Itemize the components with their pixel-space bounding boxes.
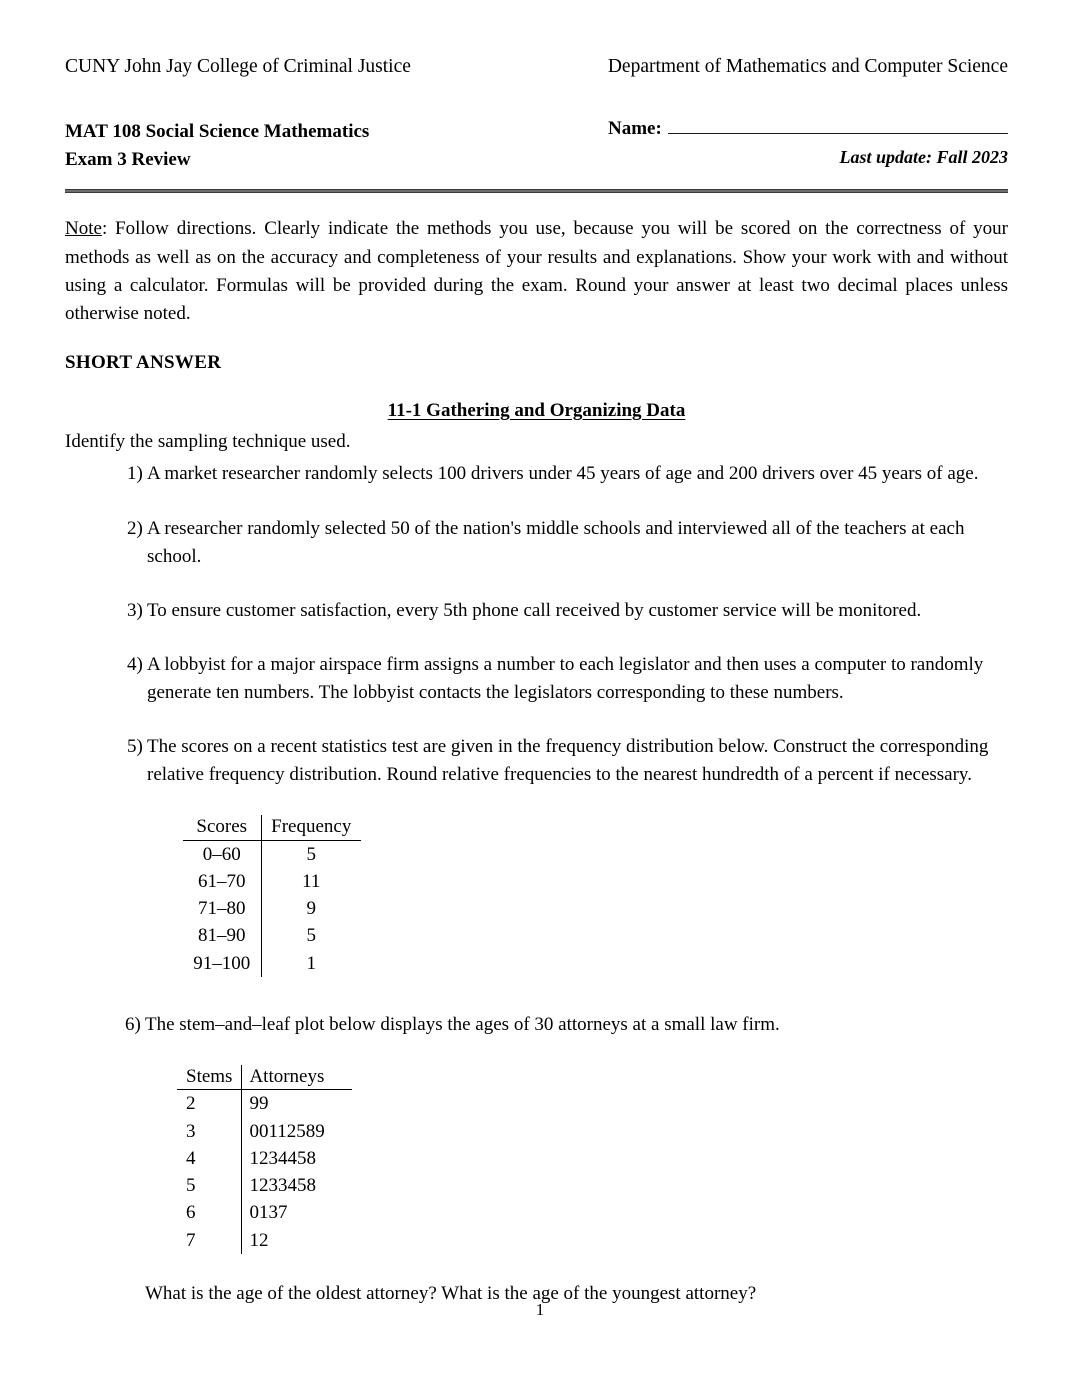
- table-row: [177, 1172, 352, 1199]
- cell-stem: 4: [186, 1147, 196, 1169]
- question-item-2: [65, 515, 1008, 571]
- frequency-table-wrapper: [65, 815, 1008, 977]
- cell-score-range: 61–70: [198, 870, 246, 892]
- document-header: [65, 55, 1008, 78]
- question-item-6: [65, 1011, 1008, 1039]
- question-text: To ensure customer satisfaction, every 5th phone call received by customer service will be monitored.: [147, 599, 922, 621]
- cell-leaves: 1233458: [242, 1172, 352, 1199]
- institution-name: CUNY John Jay College of Criminal Justice: [65, 56, 411, 77]
- frequency-distribution-table: [183, 815, 361, 977]
- cell-stem: 7: [186, 1229, 196, 1251]
- table-row: [183, 840, 361, 868]
- cell-frequency: 9: [261, 895, 361, 922]
- section-heading-text: 11-1 Gathering and Organizing Data: [387, 399, 686, 421]
- short-answer-heading: SHORT ANSWER: [65, 351, 222, 373]
- cell-frequency: 1: [261, 950, 361, 977]
- cell-stem: 3: [186, 1120, 196, 1142]
- section-directive: Identify the sampling technique used.: [65, 430, 351, 452]
- question-text: The scores on a recent statistics test are given in the frequency distribution below. Construct the corresponding relative frequency distribution. Round relative frequencies to the nearest hundredth of a percent if necessary.: [147, 736, 989, 786]
- stem-and-leaf-table: [177, 1065, 352, 1254]
- course-info-block: [65, 118, 1008, 173]
- column-header-attorneys: Attorneys: [242, 1065, 352, 1090]
- cell-stem: 6: [186, 1202, 196, 1224]
- question-number: 4): [127, 653, 143, 675]
- cell-score-range: 0–60: [202, 843, 241, 865]
- closing-question-text: What is the age of the oldest attorney? What is the age of the youngest attorney?: [145, 1282, 757, 1304]
- last-update-text: Last update: Fall 2023: [839, 147, 1008, 168]
- question-number: 3): [127, 599, 143, 621]
- cell-score-range: 81–90: [198, 925, 246, 947]
- document-title: Exam 3 Review: [65, 148, 191, 170]
- name-field-row: [608, 118, 1008, 140]
- cell-leaves: 1234458: [242, 1145, 352, 1172]
- table-row: [183, 868, 361, 895]
- question-list: [65, 460, 1008, 789]
- table-row: [183, 922, 361, 949]
- name-label: Name:: [608, 118, 662, 140]
- question-text: A market researcher randomly selects 100 drivers under 45 years of age and 200 drivers over 45 years of age.: [147, 463, 979, 485]
- cell-frequency: 5: [261, 840, 361, 868]
- question-text: A lobbyist for a major airspace firm assigns a number to each legislator and then uses a computer to randomly generate ten numbers. The lobbyist contacts the legislators corresponding to these numbers.: [147, 653, 984, 704]
- cell-stem: 2: [186, 1093, 196, 1115]
- question-text: The stem–and–leaf plot below displays the ages of 30 attorneys at a small law firm.: [145, 1013, 780, 1035]
- table-row: [177, 1090, 352, 1118]
- note-label: Note: [65, 218, 102, 240]
- question-number: 6): [125, 1013, 141, 1035]
- question-item-4: [65, 651, 1008, 707]
- cell-leaves: 99: [242, 1090, 352, 1118]
- cell-score-range: 71–80: [198, 898, 246, 920]
- section-heading: [65, 400, 1008, 422]
- table-row: [177, 1227, 352, 1254]
- note-paragraph: [65, 215, 1008, 327]
- table-row: [183, 895, 361, 922]
- table-row: [177, 1199, 352, 1226]
- cell-frequency: 11: [261, 868, 361, 895]
- question-number: 2): [127, 517, 143, 539]
- cell-stem: 5: [186, 1175, 196, 1197]
- question-number: 1): [127, 463, 143, 485]
- cell-frequency: 5: [261, 922, 361, 949]
- course-title: MAT 108 Social Science Mathematics: [65, 121, 370, 143]
- column-header-scores: Scores: [183, 815, 261, 840]
- page-number: 1: [535, 1300, 545, 1319]
- cell-leaves: 00112589: [242, 1118, 352, 1145]
- table-row: [177, 1145, 352, 1172]
- table-header-row: [183, 815, 361, 840]
- stem-leaf-table-wrapper: [65, 1065, 1008, 1254]
- course-titles: [65, 118, 369, 173]
- note-text: : Follow directions. Clearly indicate the methods you use, because you will be scored on the correctness of your methods as well as on the accuracy and completeness of your results and explanations. Show your work with and without using a calculator. Formulas will be provided during the exam. Round your answer at least two decimal places unless otherwise noted.: [65, 218, 1008, 324]
- question-number: 5): [127, 736, 143, 758]
- cell-leaves: 12: [242, 1227, 352, 1254]
- question-item-5: [65, 733, 1008, 789]
- question-item-1: [65, 460, 1008, 488]
- header-divider-rule: [65, 189, 1008, 193]
- cell-leaves: 0137: [242, 1199, 352, 1226]
- column-header-frequency: Frequency: [261, 815, 361, 840]
- table-header-row: [177, 1065, 352, 1090]
- question-item-3: [65, 597, 1008, 625]
- table-row: [183, 950, 361, 977]
- question-text: A researcher randomly selected 50 of the nation's middle schools and interviewed all of the teachers at each school.: [147, 517, 965, 567]
- cell-score-range: 91–100: [193, 952, 251, 974]
- table-row: [177, 1118, 352, 1145]
- column-header-stems: Stems: [177, 1065, 242, 1090]
- name-write-in-line[interactable]: [668, 119, 1008, 134]
- department-name: Department of Mathematics and Computer Science: [607, 56, 1008, 77]
- name-and-update-block: [608, 118, 1008, 168]
